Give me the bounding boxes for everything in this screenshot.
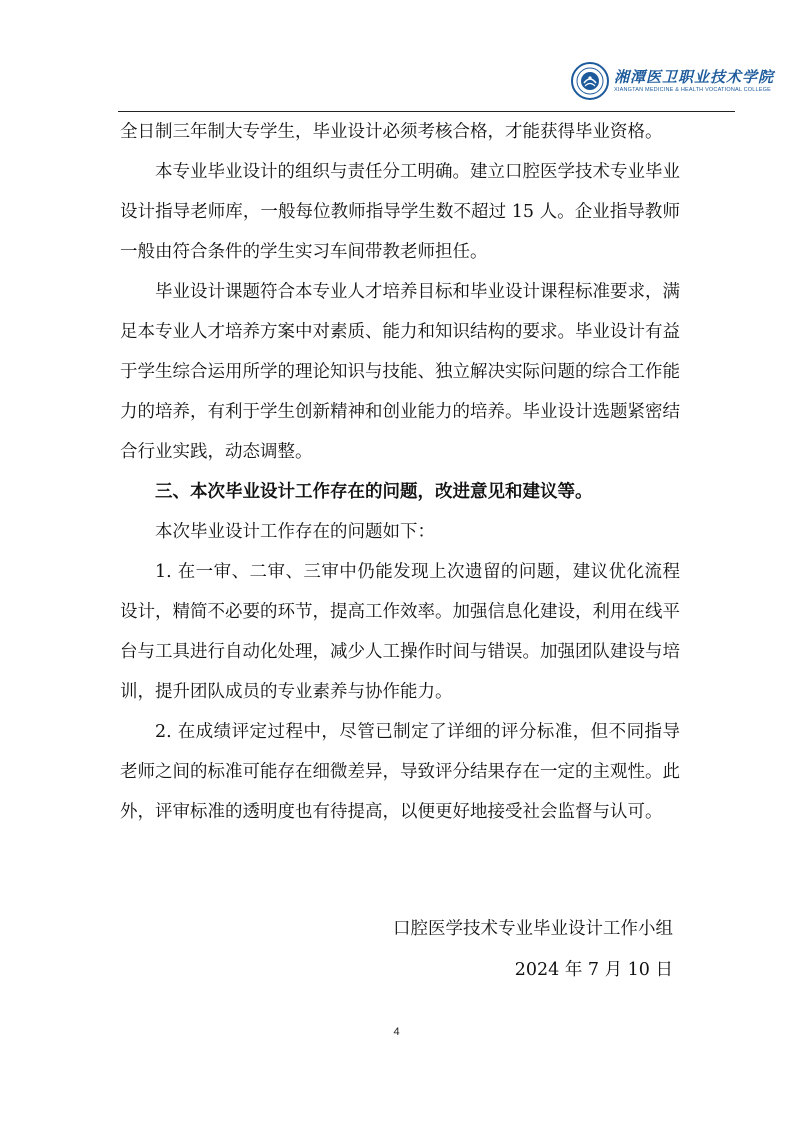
- college-name-cn: 湘潭医卫职业技术学院: [614, 67, 775, 86]
- page-header: [0, 0, 793, 112]
- paragraph: 本次毕业设计工作存在的问题如下：: [155, 522, 435, 542]
- document-body: [120, 112, 680, 832]
- college-seal-icon: [571, 62, 609, 100]
- college-name-en: XIANGTAN MEDICINE & HEALTH VOCATIONAL COLLEGE: [614, 86, 772, 93]
- college-logo: [571, 62, 774, 100]
- paragraph: 毕业设计课题符合本专业人才培养目标和毕业设计课程标准要求，满足本专业人才培养方案中对素质、能力和知识结构的要求。毕业设计有益于学生综合运用所学的理论知识与技能、独立解决实际问题的综合工作能力的培养，有利于学生创新精神和创业能力的培养。毕业设计选题紧密结合行业实践，动态调整。: [120, 282, 680, 462]
- list-item: 1. 在一审、二审、三审中仍能发现上次遗留的问题，建议优化流程设计，精简不必要的环节，提高工作效率。加强信息化建设，利用在线平台与工具进行自动化处理，减少人工操作时间与错误。加强团队建设与培训，提升团队成员的专业素养与协作能力。: [120, 562, 680, 702]
- section-heading: 三、本次毕业设计工作存在的问题，改进意见和建议等。: [155, 482, 593, 502]
- list-item: 2. 在成绩评定过程中，尽管已制定了详细的评分标准，但不同指导老师之间的标准可能存在细微差异，导致评分结果存在一定的主观性。此外，评审标准的透明度也有待提高，以便更好地接受社会监督与认可。: [120, 722, 680, 822]
- page-number: 4: [393, 1026, 400, 1038]
- signature-org: 口腔医学技术专业毕业设计工作小组: [393, 919, 673, 939]
- paragraph: 本专业毕业设计的组织与责任分工明确。建立口腔医学技术专业毕业设计指导老师库，一般每位教师指导学生数不超过 15 人。企业指导教师一般由符合条件的学生实习车间带教老师担任。: [120, 162, 680, 262]
- signature-date: 2024 年 7 月 10 日: [514, 960, 673, 980]
- paragraph: 全日制三年制大专学生，毕业设计必须考核合格，才能获得毕业资格。: [120, 122, 663, 142]
